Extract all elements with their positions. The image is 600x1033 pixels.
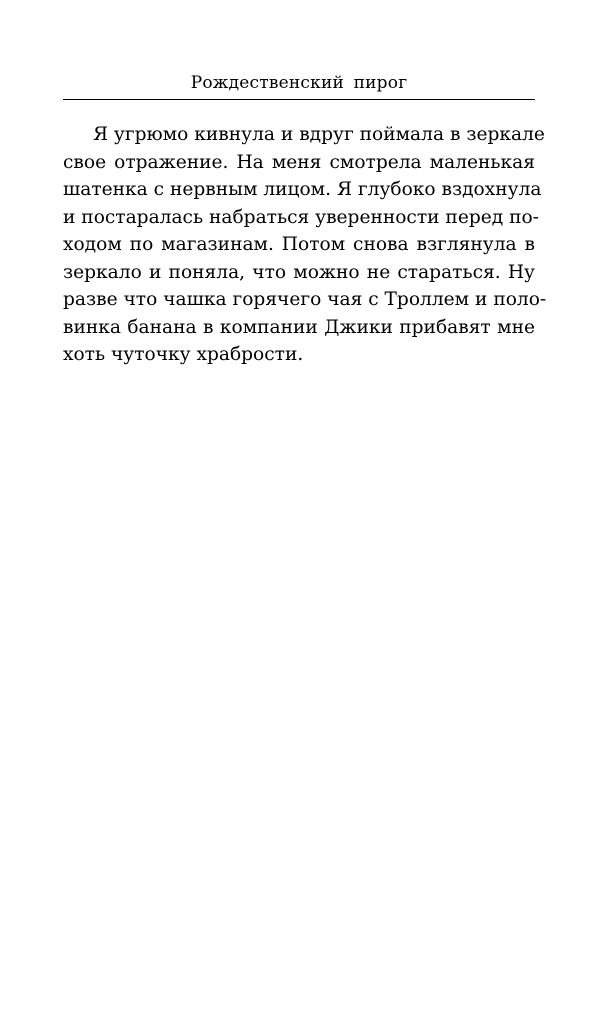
paragraph-line: Я угрюмо кивнула и вдруг поймала в зеркале — [93, 124, 545, 145]
paragraph-line: винка банана в компании Джики прибавят мне — [63, 316, 535, 338]
paragraph-line: шатенка с нервным лицом. Я глубоко вздохнула — [63, 179, 542, 200]
paragraph-line: зеркало и поняла, что можно не стараться. Ну — [63, 261, 535, 283]
paragraph-line: хоть чуточку храбрости. — [63, 344, 304, 365]
running-header-title: Рождественский пирог — [190, 73, 408, 93]
header-divider — [63, 99, 535, 100]
paragraph-line: ходом по магазинам. Потом снова взглянула в — [63, 234, 535, 255]
paragraph-line: разве что чашка горячего чая с Троллем и поло- — [63, 289, 547, 310]
paragraph-line: и постаралась набраться уверенности перед по- — [63, 206, 539, 228]
paragraph — [63, 121, 547, 369]
paragraph-line: свое отражение. На меня смотрела маленькая — [63, 151, 535, 173]
